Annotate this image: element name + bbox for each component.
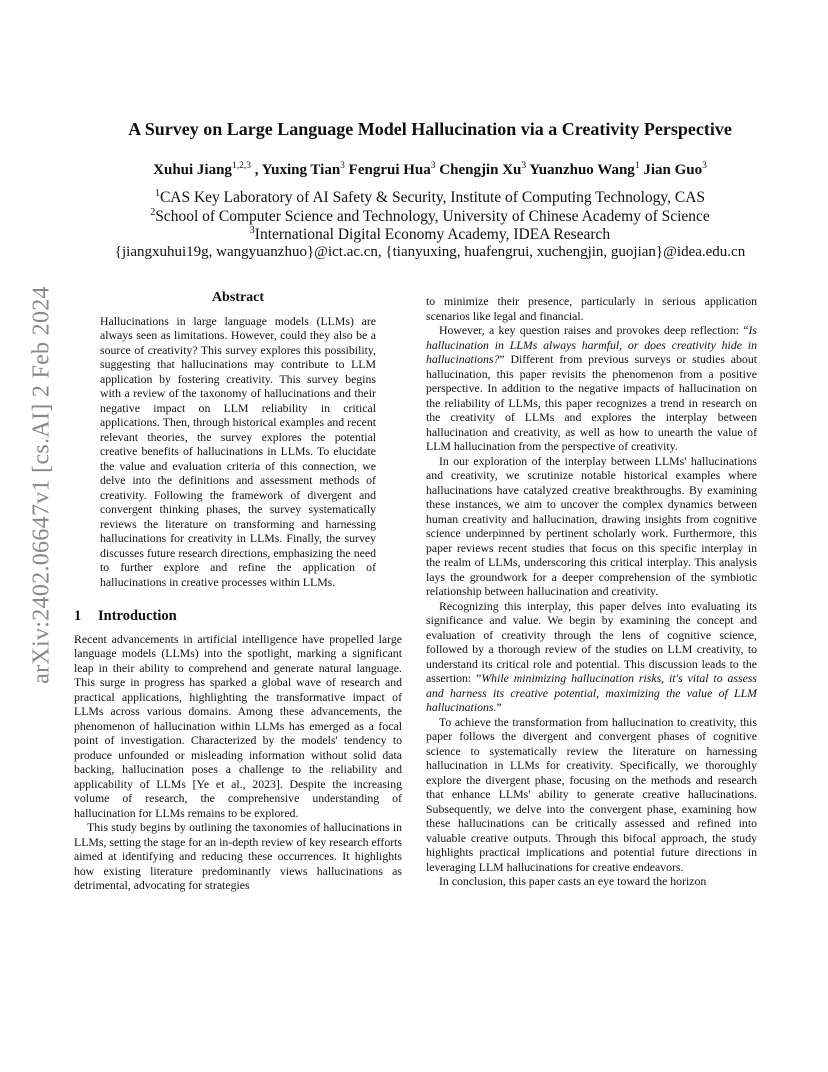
author: Yuxing Tian$^3$: [261, 161, 345, 178]
author: Chengjin Xu$^3$: [439, 161, 527, 178]
affiliation: $^1$CAS Key Laboratory of AI Safety & Security, Institute of Computing Technology, CAS: [154, 188, 706, 207]
paragraph: In our exploration of the interplay between LLMs' hallucinations and creativity, we scrutinize notable historical examples where hallucinations have catalyzed creative breakthroughs. By examining these instances, we aim to uncover the complex dynamics between human creativity and hallucination, drawing insights from cognitive science underpinned by pertinent scholarly work. Furthermore, this paper reviews recent studies that focus on this specific interplay in the realm of LLMs, underscoring this critical interplay. This analysis lays the groundwork for a deeper comprehension of the symbiotic relationship between hallucination and creativity.: [426, 453, 757, 598]
author: Jian Guo$^3$: [643, 161, 707, 178]
paragraph: This study begins by outlining the taxonomies of hallucinations in LLMs, setting the stage for an in-depth review of key research efforts aimed at identifying and reducing these occurrences. It highlights how existing literature predominantly views hallucinations as detrimental, advocating for strategies: [74, 820, 403, 892]
left-column: [74, 291, 402, 893]
author: Fengrui Hua$^3$: [348, 161, 436, 178]
paragraph: In conclusion, this paper casts an eye toward the horizon: [439, 874, 707, 888]
section-heading-introduction: 1 Introduction: [74, 608, 177, 624]
abstract-text: Hallucinations in large language models (LLMs) are always seen as limitations. However, could they also be a source of creativity? This survey explores this possibility, suggesting that hallucinations may contribute to LLM application by fostering creativity. This survey begins with a review of the taxonomy of hallucinations and their negative impact on LLM reliability in critical applications. Then, through historical examples and recent relevant theories, the survey explores the potential creative benefits of hallucinations in LLMs. To elucidate the value and evaluation criteria of this connection, we delve into the definitions and assessment methods of creativity. Following the framework of divergent and convergent thinking phases, the survey systematically reviews the literature on transforming and harnessing hallucinations for creativity in LLMs. Finally, the survey discusses future research directions, emphasizing the need to further explore and refine the application of hallucinations in creative processes within LLMs.: [100, 313, 376, 589]
right-column: [426, 294, 757, 889]
paragraph: to minimize their presence, particularly in serious application scenarios like legal and financial.: [426, 294, 757, 323]
paper-title: A Survey on Large Language Model Hallucination via a Creativity Perspective: [128, 119, 732, 139]
research-question: Is hallucination in LLMs always harmful, or does creativity hide in hallucinations?: [426, 323, 757, 366]
author-list: [60, 161, 800, 179]
arxiv-identifier: [22, 286, 62, 684]
arxiv-identifier-text: arXiv:2402.06647v1 [cs.AI] 2 Feb 2024: [28, 286, 55, 684]
author: Yuanzhuo Wang$^1$: [529, 161, 640, 178]
affiliation: $^3$International Digital Economy Academy, IDEA Research: [249, 225, 611, 244]
paragraph: To achieve the transformation from hallucination to creativity, this paper follows the divergent and convergent phases of cognitive science to systematically review the literature on harnessing hallucination in LLMs for creativity. Specifically, we thoroughly explore the divergent phase, focusing on the methods and research that enhance LLMs' ability to generate creative hallucinations. Subsequently, we delve into the convergent phase, examining how these hallucinations can be critically assessed and refined into valuable creative outputs. Through this bifocal approach, the study highlights practical implications and potential future directions in leveraging LLM hallucinations for creative endeavors.: [426, 714, 757, 874]
paragraph: Recognizing this interplay, this paper delves into evaluating its significance and value. We begin by examining the concept and evaluation of creativity through the lens of cognitive science, followed by a thorough review of the studies on LLM creativity, to understand its critical role and potential. This discussion leads to the assertion: ”While minimizing hallucination risks, it's vital to assess and harness its creative potential, maximizing the value of LLM hallucinations.”: [426, 598, 757, 714]
abstract-heading: Abstract: [211, 290, 265, 305]
assertion-quote: While minimizing hallucination risks, it's vital to assess and harness its creative potential, maximizing the value of LLM hallucinations.: [426, 671, 757, 714]
author-emails: {jiangxuhui19g, wangyuanzhuo}@ict.ac.cn, {tianyuxing, huafengrui, xuchengjin, guojian}@idea.edu.cn: [114, 244, 746, 260]
author: Xuhui Jiang$^{1,2,3}$ ,: [153, 161, 262, 178]
paragraph: However, a key question raises and provokes deep reflection: “Is hallucination in LLMs always harmful, or does creativity hide in hallucinations?” Different from previous surveys or studies about hallucination, this paper revisits the phenomenon from a positive perspective. In addition to the negative impacts of hallucination on the reliability of LLMs, this paper recognizes a trend in research on the creativity of LLMs and explores the interplay between hallucination and creativity, as well as how to unearth the value of LLM hallucination from the perspective of creativity.: [426, 323, 757, 453]
paragraph: Recent advancements in artificial intelligence have propelled large language models (LLMs) into the spotlight, marking a significant leap in their ability to comprehend and generate natural language. This surge in progress has sparked a global wave of research and practical applications, highlighting the transformative impact of LLMs across various domains. Among these advancements, the phenomenon of hallucination within LLMs has emerged as a focal point of investigation. Characterized by the models' tendency to produce unfounded or misleading information without solid data backing, hallucination poses a challenge to the reliability and applicability of LLMs [Ye et al., 2023]. Despite the increasing volume of research, the comprehensive understanding of hallucination for LLMs remains to be explored.: [74, 631, 402, 820]
affiliation: $^2$School of Computer Science and Technology, University of Chinese Academy of Science: [150, 207, 710, 226]
